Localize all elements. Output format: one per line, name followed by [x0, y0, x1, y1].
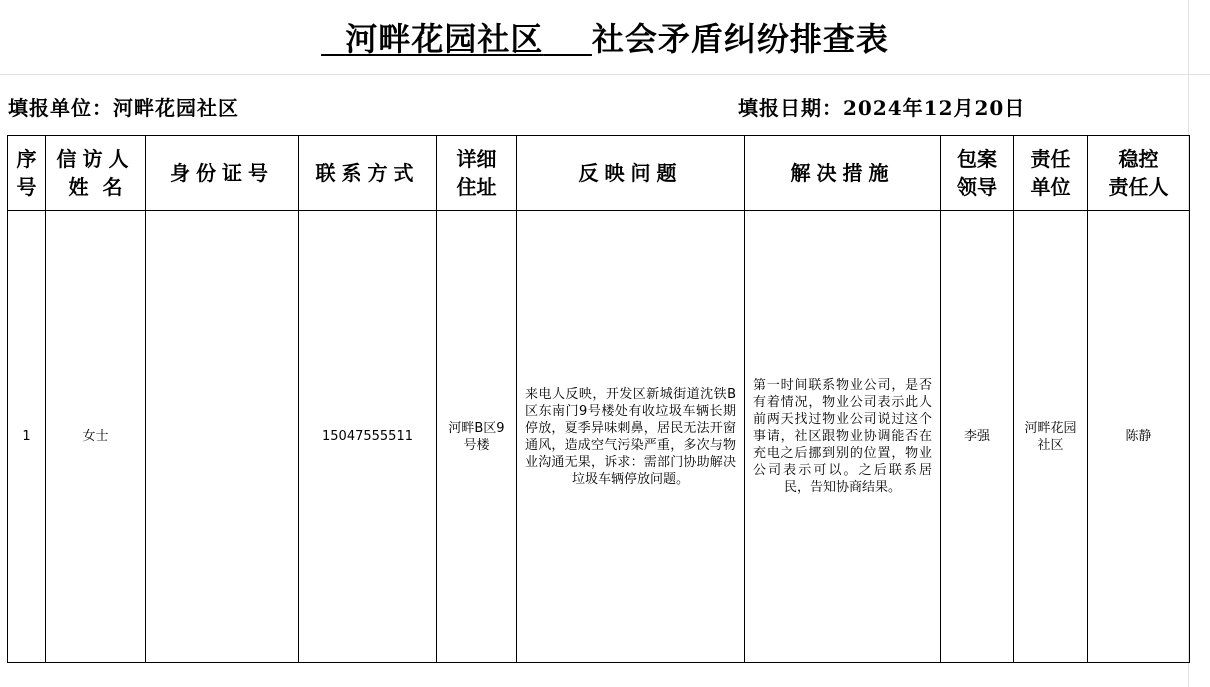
- cell-address[interactable]: [437, 211, 517, 663]
- sheet-title: [0, 14, 1210, 60]
- cell-solution-text: 第一时间联系物业公司，是否有着情况，物业公司表示此人前两天找过物业公司说过这个事请，社区跟物业协调能否在充电之后挪到别的位置，物业公司表示可以。之后联系居民，告知协商结果。: [753, 378, 932, 495]
- header-leader[interactable]: 包案 领导: [941, 136, 1014, 211]
- report-unit-value: 河畔花园社区: [113, 96, 239, 120]
- report-unit: [8, 92, 239, 121]
- header-visitor-name[interactable]: 信访人 姓 名: [46, 136, 146, 211]
- header-stab-person[interactable]: 稳控 责任人: [1088, 136, 1190, 211]
- cell-visitor[interactable]: 女士: [46, 211, 146, 663]
- cell-seq[interactable]: 1: [8, 211, 46, 663]
- table-header-row: [8, 136, 1190, 211]
- cell-stab-person[interactable]: 陈静: [1088, 211, 1190, 663]
- cell-unit[interactable]: [1014, 211, 1088, 663]
- header-address[interactable]: 详细 住址: [437, 136, 517, 211]
- header-contact[interactable]: 联系方式: [299, 136, 437, 211]
- report-unit-label: 填报单位：: [8, 96, 113, 120]
- cell-issue-text: 来电人反映，开发区新城街道沈铁B区东南门9号楼处有收垃圾车辆长期停放，夏季异味刺鼻，居民无法开窗通风，造成空气污染严重，多次与物业沟通无果，诉求：需部门协助解决垃圾车辆停放问题。: [525, 386, 736, 487]
- cell-issue[interactable]: [517, 211, 745, 663]
- header-id-number[interactable]: 身份证号: [146, 136, 299, 211]
- cell-id-number[interactable]: [146, 211, 299, 663]
- header-issue[interactable]: 反映问题: [517, 136, 745, 211]
- cell-contact[interactable]: 15047555511: [299, 211, 437, 663]
- cell-leader[interactable]: 李强: [941, 211, 1014, 663]
- cell-unit-text: 河畔花园社区: [1024, 420, 1077, 453]
- report-date: [738, 92, 1025, 121]
- report-date-label: 填报日期：: [738, 96, 843, 120]
- title-community: 河畔花园社区: [345, 20, 544, 58]
- header-solution[interactable]: 解决措施: [745, 136, 941, 211]
- report-date-value: 2024年12月20日: [843, 96, 1026, 120]
- table-row: [8, 211, 1190, 663]
- title-suffix: 社会矛盾纠纷排查表: [591, 20, 889, 58]
- header-unit[interactable]: 责任 单位: [1014, 136, 1088, 211]
- cell-solution[interactable]: [745, 211, 941, 663]
- header-seq[interactable]: 序 号: [8, 136, 46, 211]
- dispute-table: [7, 135, 1190, 663]
- cell-address-text: 河畔B区9号楼: [448, 420, 505, 453]
